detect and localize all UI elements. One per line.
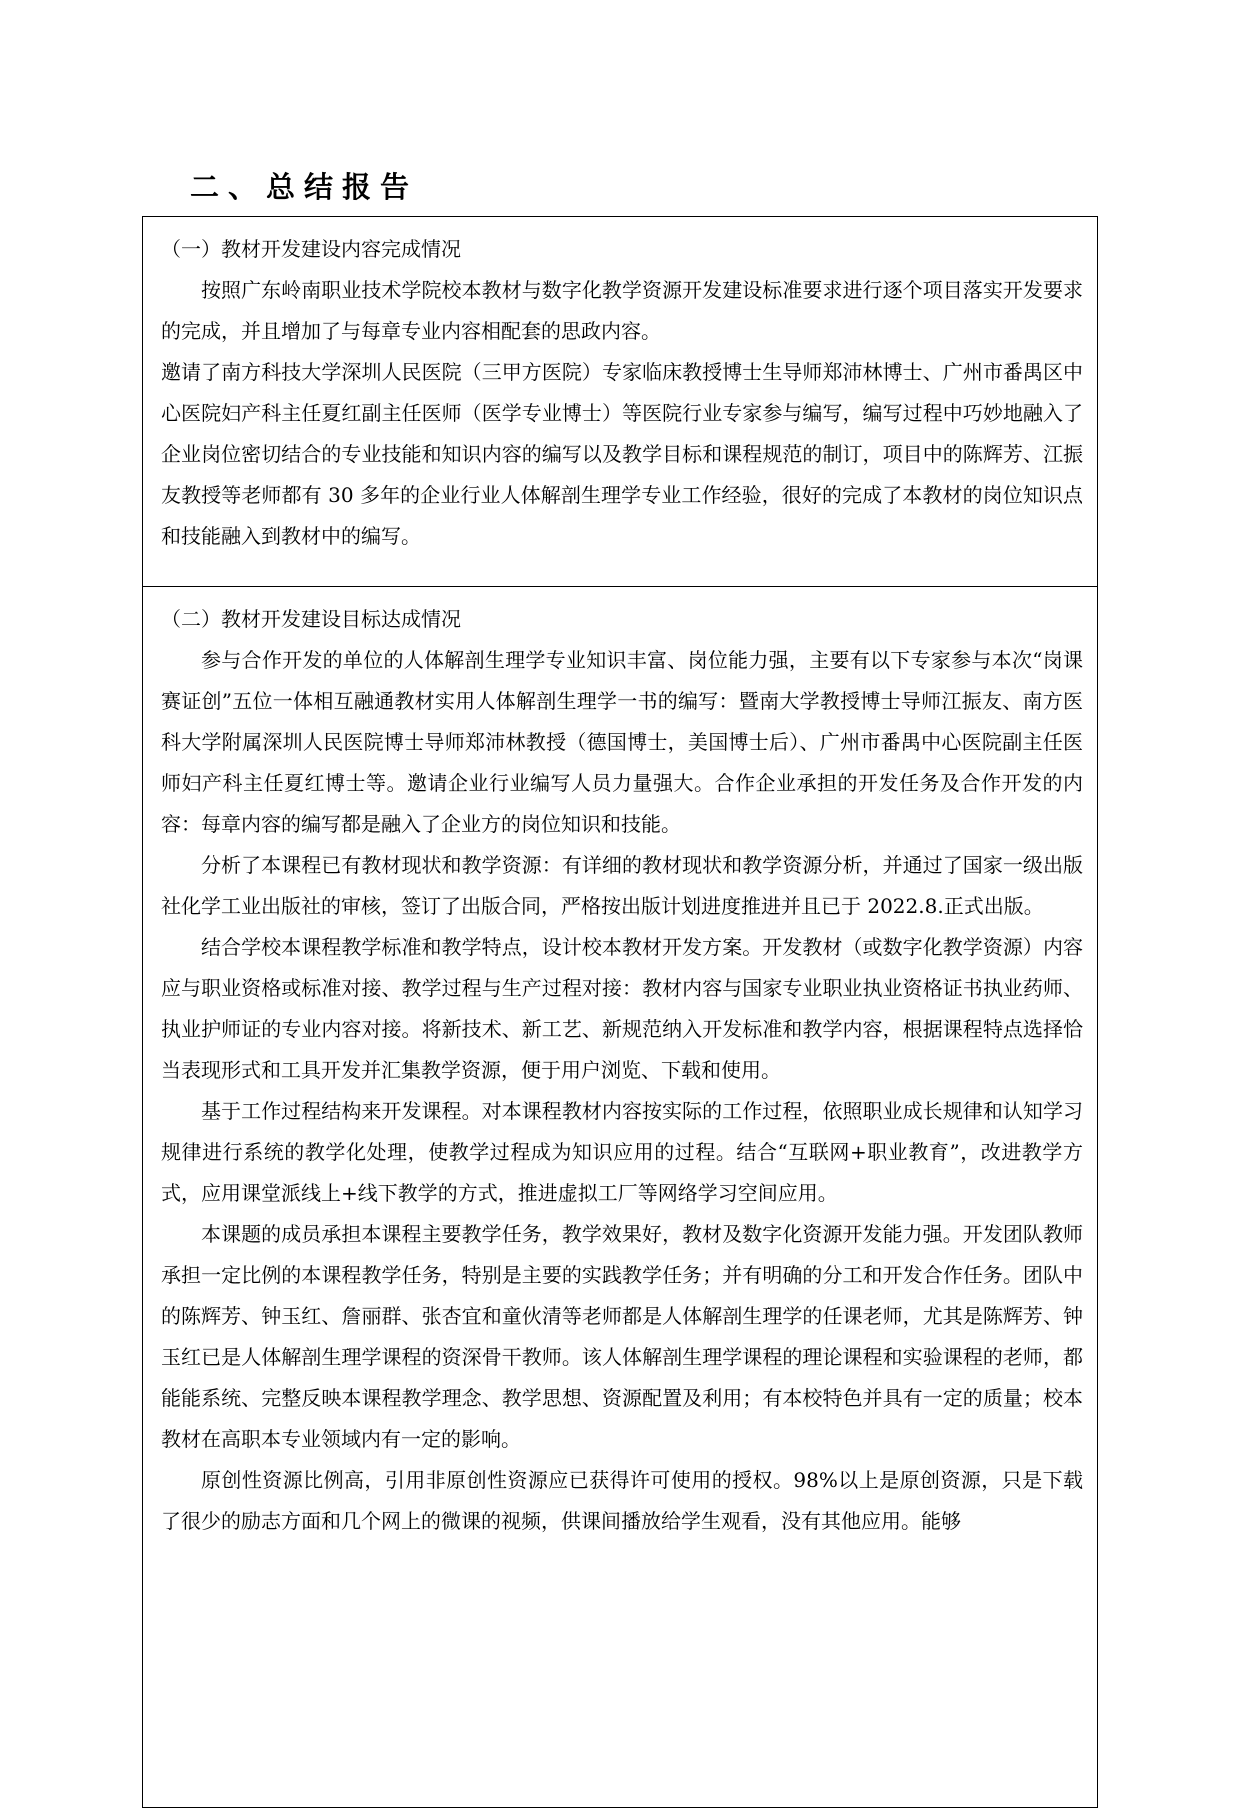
paragraph: 邀请了南方科技大学深圳人民医院（三甲方医院）专家临床教授博士生导师郑沛林博士、广州市番禺区中心医院妇产科主任夏红副主任医师（医学专业博士）等医院行业专家参与编写，编写过程中巧妙地融入了企业岗位密切结合的专业技能和知识内容的编写以及教学目标和课程规范的制订，项目中的陈辉芳、江振友教授等老师都有 30 多年的企业行业人体解剖生理学专业工作经验，很好的完成了本教材的岗位知识点和技能融入到教材中的编写。 bbox=[161, 360, 1083, 548]
report-heading: 二、总结报告 bbox=[190, 170, 419, 204]
section-goal-achievement bbox=[143, 587, 1097, 1807]
section-title: （二）教材开发建设目标达成情况 bbox=[161, 607, 461, 631]
report-table bbox=[142, 216, 1098, 1808]
section-title: （一）教材开发建设内容完成情况 bbox=[161, 237, 461, 261]
paragraph: 基于工作过程结构来开发课程。对本课程教材内容按实际的工作过程，依照职业成长规律和认知学习规律进行系统的教学化处理，使教学过程成为知识应用的过程。结合“互联网+职业教育”，改进教学方式，应用课堂派线上+线下教学的方式，推进虚拟工厂等网络学习空间应用。 bbox=[161, 1099, 1083, 1205]
paragraph: 本课题的成员承担本课程主要教学任务，教学效果好，教材及数字化资源开发能力强。开发团队教师承担一定比例的本课程教学任务，特别是主要的实践教学任务；并有明确的分工和开发合作任务。团队中的陈辉芳、钟玉红、詹丽群、张杏宜和童伙清等老师都是人体解剖生理学的任课老师，尤其是陈辉芳、钟玉红已是人体解剖生理学课程的资深骨干教师。该人体解剖生理学课程的理论课程和实验课程的老师，都能能系统、完整反映本课程教学理念、教学思想、资源配置及利用；有本校特色并具有一定的质量；校本教材在高职本专业领域内有一定的影响。 bbox=[161, 1222, 1083, 1451]
paragraph: 按照广东岭南职业技术学院校本教材与数字化教学资源开发建设标准要求进行逐个项目落实开发要求的完成，并且增加了与每章专业内容相配套的思政内容。 bbox=[161, 278, 1083, 343]
paragraph: 分析了本课程已有教材现状和教学资源：有详细的教材现状和教学资源分析，并通过了国家一级出版社化学工业出版社的审核，签订了出版合同，严格按出版计划进度推进并且已于 2022.8.正式出版。 bbox=[161, 853, 1083, 918]
paragraph: 原创性资源比例高，引用非原创性资源应已获得许可使用的授权。98%以上是原创资源，只是下载了很少的励志方面和几个网上的微课的视频，供课间播放给学生观看，没有其他应用。能够 bbox=[161, 1468, 1083, 1533]
paragraph: 参与合作开发的单位的人体解剖生理学专业知识丰富、岗位能力强，主要有以下专家参与本次“岗课赛证创”五位一体相互融通教材实用人体解剖生理学一书的编写：暨南大学教授博士导师江振友、南方医科大学附属深圳人民医院博士导师郑沛林教授（德国博士，美国博士后）、广州市番禺中心医院副主任医师妇产科主任夏红博士等。邀请企业行业编写人员力量强大。合作企业承担的开发任务及合作开发的内容：每章内容的编写都是融入了企业方的岗位知识和技能。 bbox=[161, 648, 1083, 836]
paragraph: 结合学校本课程教学标准和教学特点，设计校本教材开发方案。开发教材（或数字化教学资源）内容应与职业资格或标准对接、教学过程与生产过程对接：教材内容与国家专业职业执业资格证书执业药师、执业护师证的专业内容对接。将新技术、新工艺、新规范纳入开发标准和教学内容，根据课程特点选择恰当表现形式和工具开发并汇集教学资源，便于用户浏览、下载和使用。 bbox=[161, 935, 1083, 1082]
section-content-completion bbox=[143, 217, 1097, 587]
